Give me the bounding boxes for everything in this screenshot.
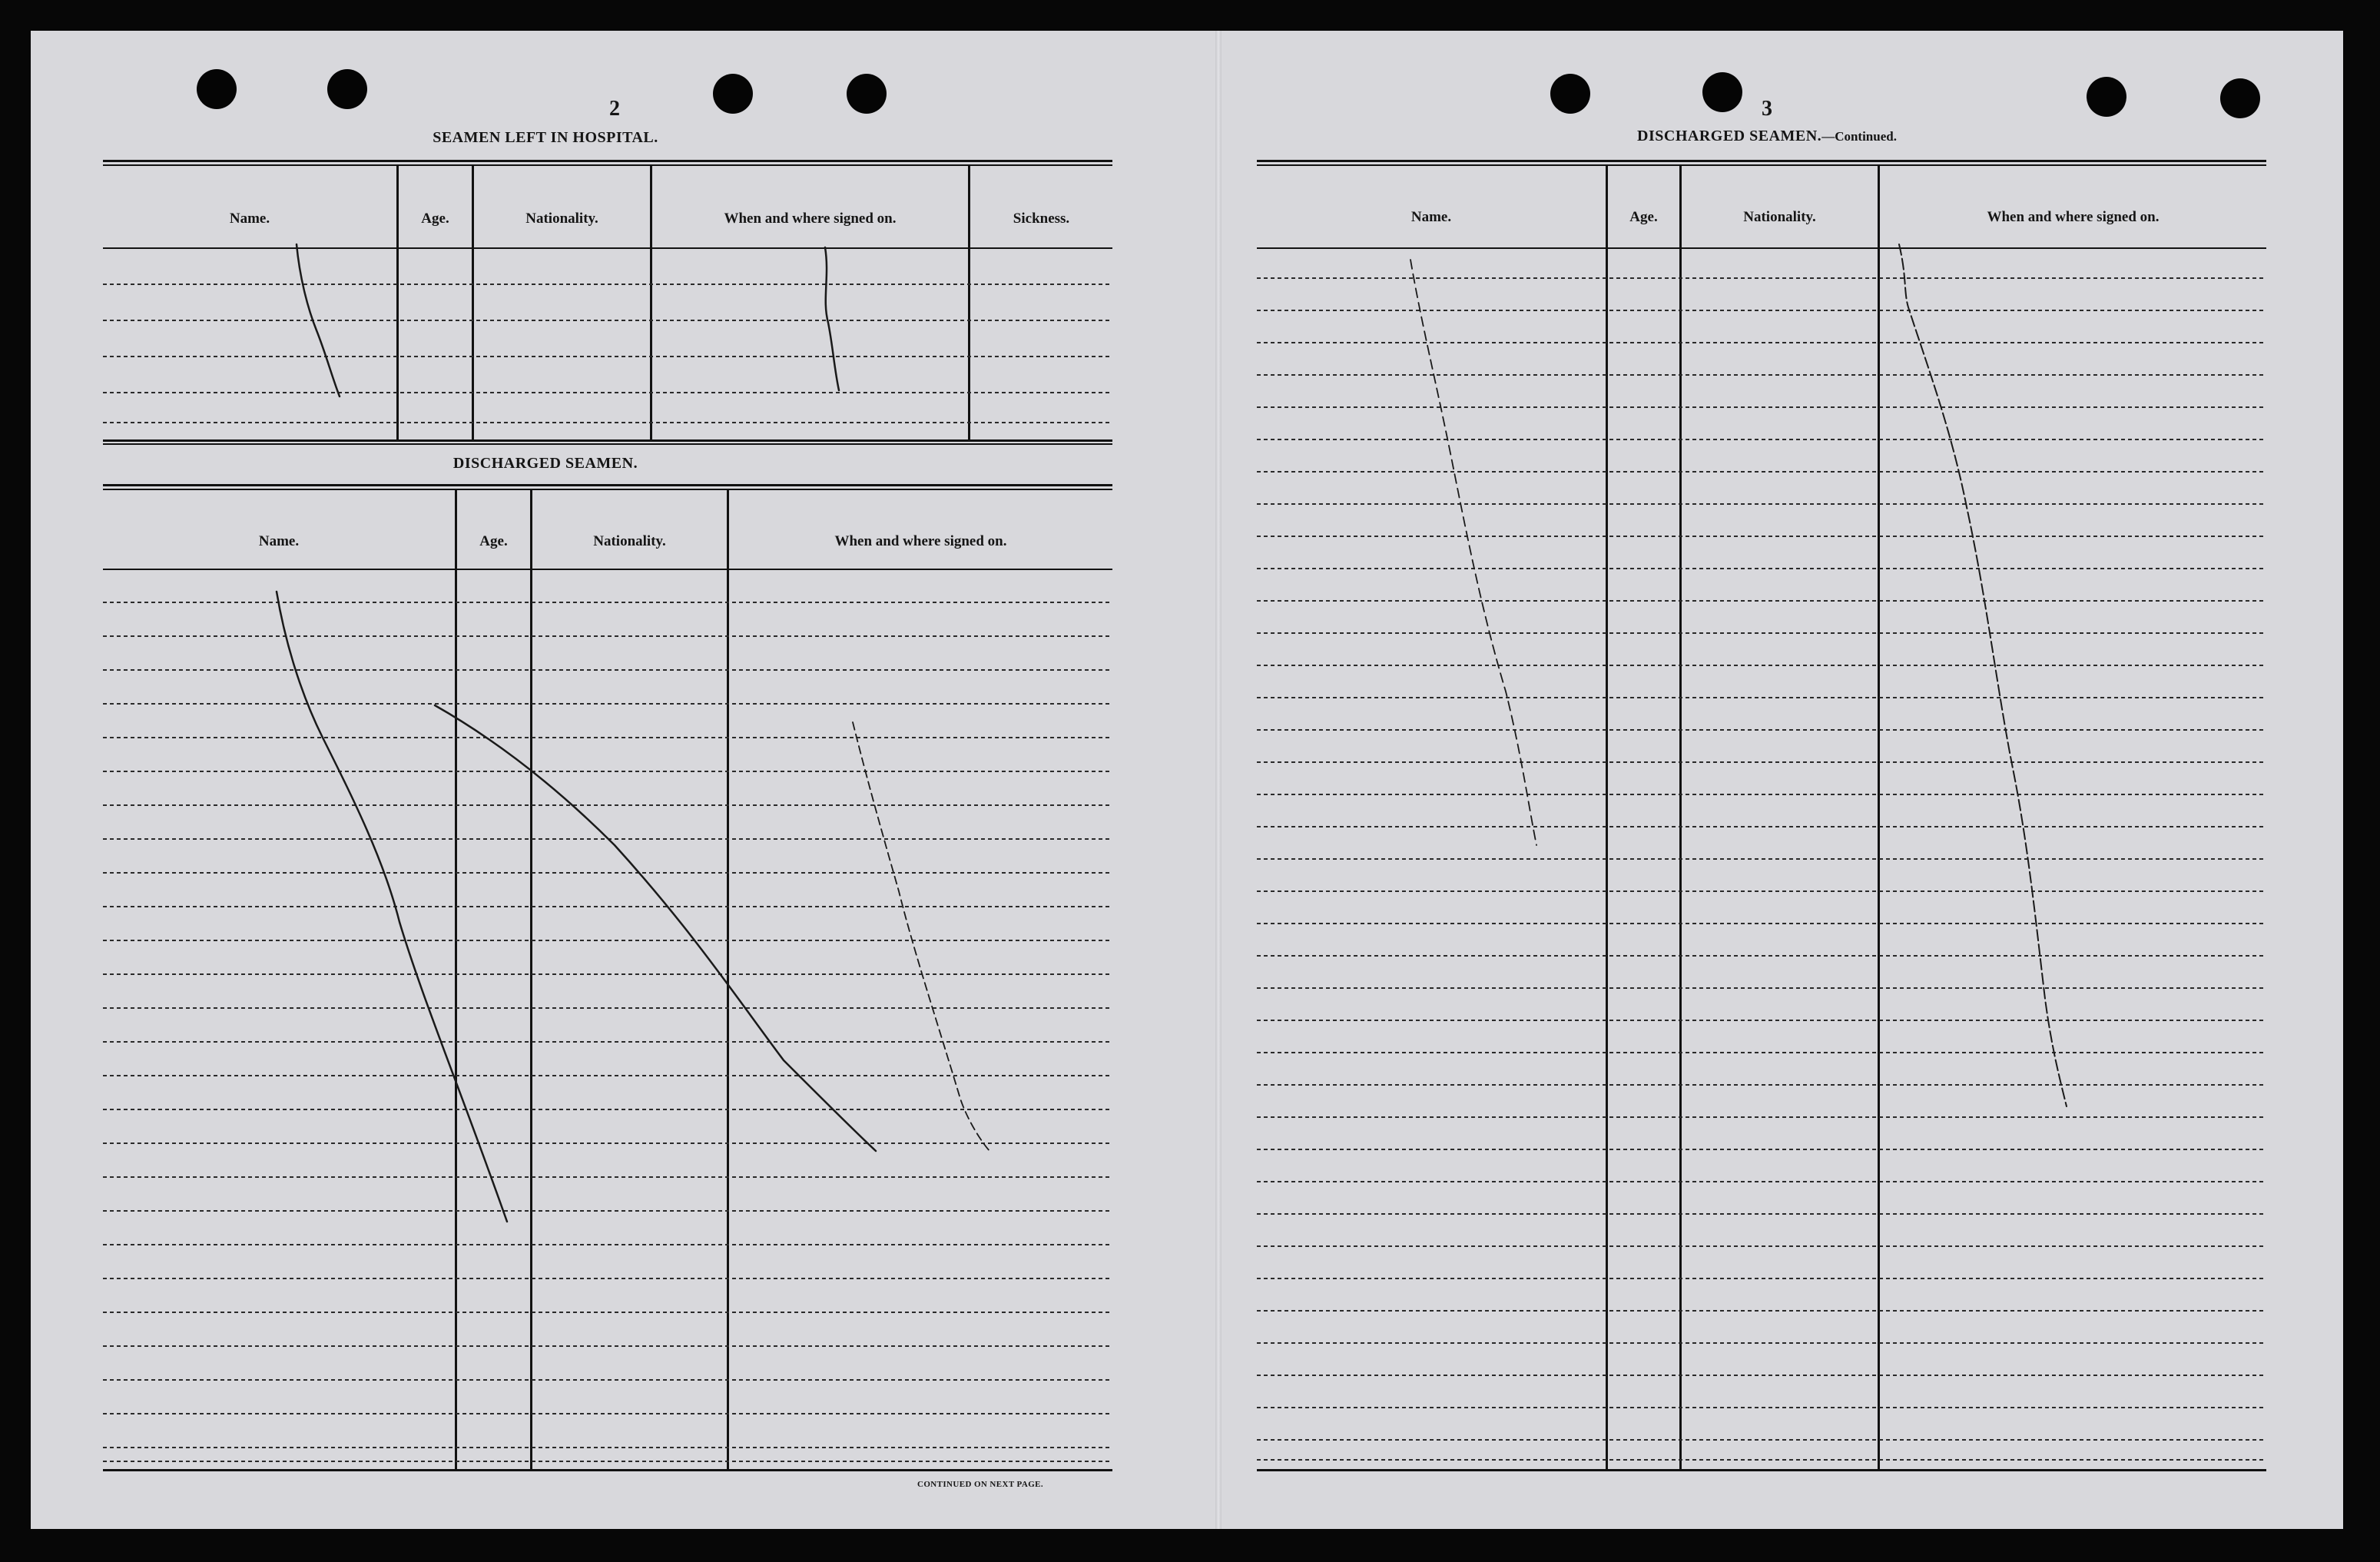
hospital-col-nationality: Nationality. <box>525 211 598 227</box>
pen-stroke <box>1899 244 2067 1106</box>
discharged-continued-title-main: DISCHARGED SEAMEN. <box>1637 128 1822 144</box>
discharged-cont-col-age: Age. <box>1629 209 1658 225</box>
pen-stroke <box>435 705 876 1151</box>
page-number-left: 2 <box>609 97 620 121</box>
hospital-col-sickness: Sickness. <box>1013 211 1070 227</box>
document-sheet <box>31 31 2343 1529</box>
hospital-col-name: Name. <box>229 211 270 227</box>
discharged-cont-col-name: Name. <box>1410 209 1452 225</box>
continued-footer: CONTINUED ON NEXT PAGE. <box>917 1480 1044 1489</box>
pen-stroke <box>277 592 507 1222</box>
discharged-col-nationality: Nationality. <box>593 533 666 549</box>
pen-stroke <box>853 722 991 1152</box>
pen-stroke <box>825 247 839 390</box>
pen-stroke <box>1410 260 1536 845</box>
discharged-continued-title-suffix: —Continued. <box>1821 129 1897 144</box>
discharged-cont-col-signed-on: When and where signed on. <box>1987 209 2160 225</box>
page-number-right: 3 <box>1762 97 1772 121</box>
hospital-col-age: Age. <box>421 211 449 227</box>
hospital-section-title: SEAMEN LEFT IN HOSPITAL. <box>433 129 658 146</box>
discharged-col-name: Name. <box>258 533 300 549</box>
hospital-col-signed-on: When and where signed on. <box>724 211 897 227</box>
discharged-col-signed-on: When and where signed on. <box>834 533 1007 549</box>
discharged-col-age: Age. <box>479 533 508 549</box>
pen-stroke <box>297 244 340 396</box>
discharged-cont-col-nationality: Nationality. <box>1743 209 1816 225</box>
discharged-section-title: DISCHARGED SEAMEN. <box>452 455 638 472</box>
handwritten-strokes <box>31 31 2343 1529</box>
